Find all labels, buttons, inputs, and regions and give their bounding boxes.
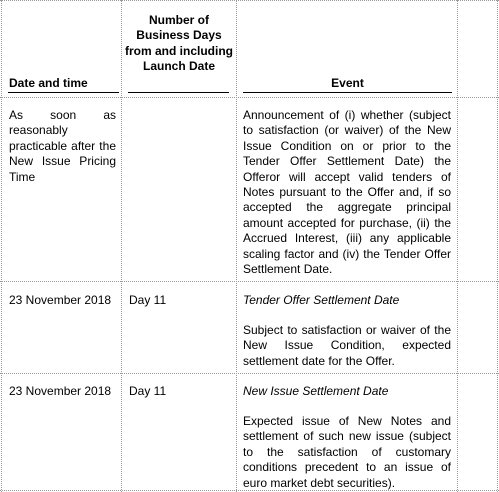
grid-line-horizontal: [0, 97, 499, 98]
grid-line-vertical: [1, 0, 2, 492]
grid-line-vertical: [457, 0, 458, 492]
grid-line-vertical: [236, 0, 237, 492]
row-3-event-title: New Issue Settlement Date: [243, 384, 389, 398]
row-3-day: Day 11: [129, 384, 167, 398]
header-rule: [243, 92, 452, 93]
row-3-date: 23 November 2018: [9, 384, 112, 398]
header-date-and-time: Date and time: [9, 76, 88, 90]
header-event: Event: [331, 76, 364, 90]
row-2-date: 23 November 2018: [9, 293, 112, 307]
row-2-day: Day 11: [129, 293, 167, 307]
row-2-event-text: Subject to satisfaction or waiver of the New Issue Condition, expected settlement date for the Offer.: [243, 323, 451, 368]
header-business-days: Number of Business Days from and including Launch Date: [125, 13, 233, 74]
row-1-event-text: Announcement of (i) whether (subject to satisfaction (or waiver) of the New Issue Condition on or prior to the Tender Offer Settlement Date) the Offeror will accept valid tenders of Notes pursuant to the Offer and, if so accepted the aggregate principal amount accepted for purchase, (ii) the Accrued Interest, (iii) any applicable scaling factor and (iv) the Tender Offer Settlement Date.: [243, 108, 451, 277]
grid-line-horizontal: [0, 373, 499, 374]
grid-line-horizontal: [0, 0, 499, 1]
row-1-date: As soon as reasonably practicable after the New Issue Pricing Time: [9, 108, 116, 184]
grid-line-vertical: [497, 0, 498, 492]
row-3-event-text: Expected issue of New Notes and settlement of such new issue (subject to the satisfaction of customary conditions precedent to an issue of euro market debt securities).: [243, 414, 451, 490]
row-2-event-title: Tender Offer Settlement Date: [243, 293, 400, 307]
header-rule: [8, 92, 119, 93]
header-rule: [128, 92, 229, 93]
grid-line-horizontal: [0, 281, 499, 282]
grid-line-vertical: [121, 0, 122, 492]
